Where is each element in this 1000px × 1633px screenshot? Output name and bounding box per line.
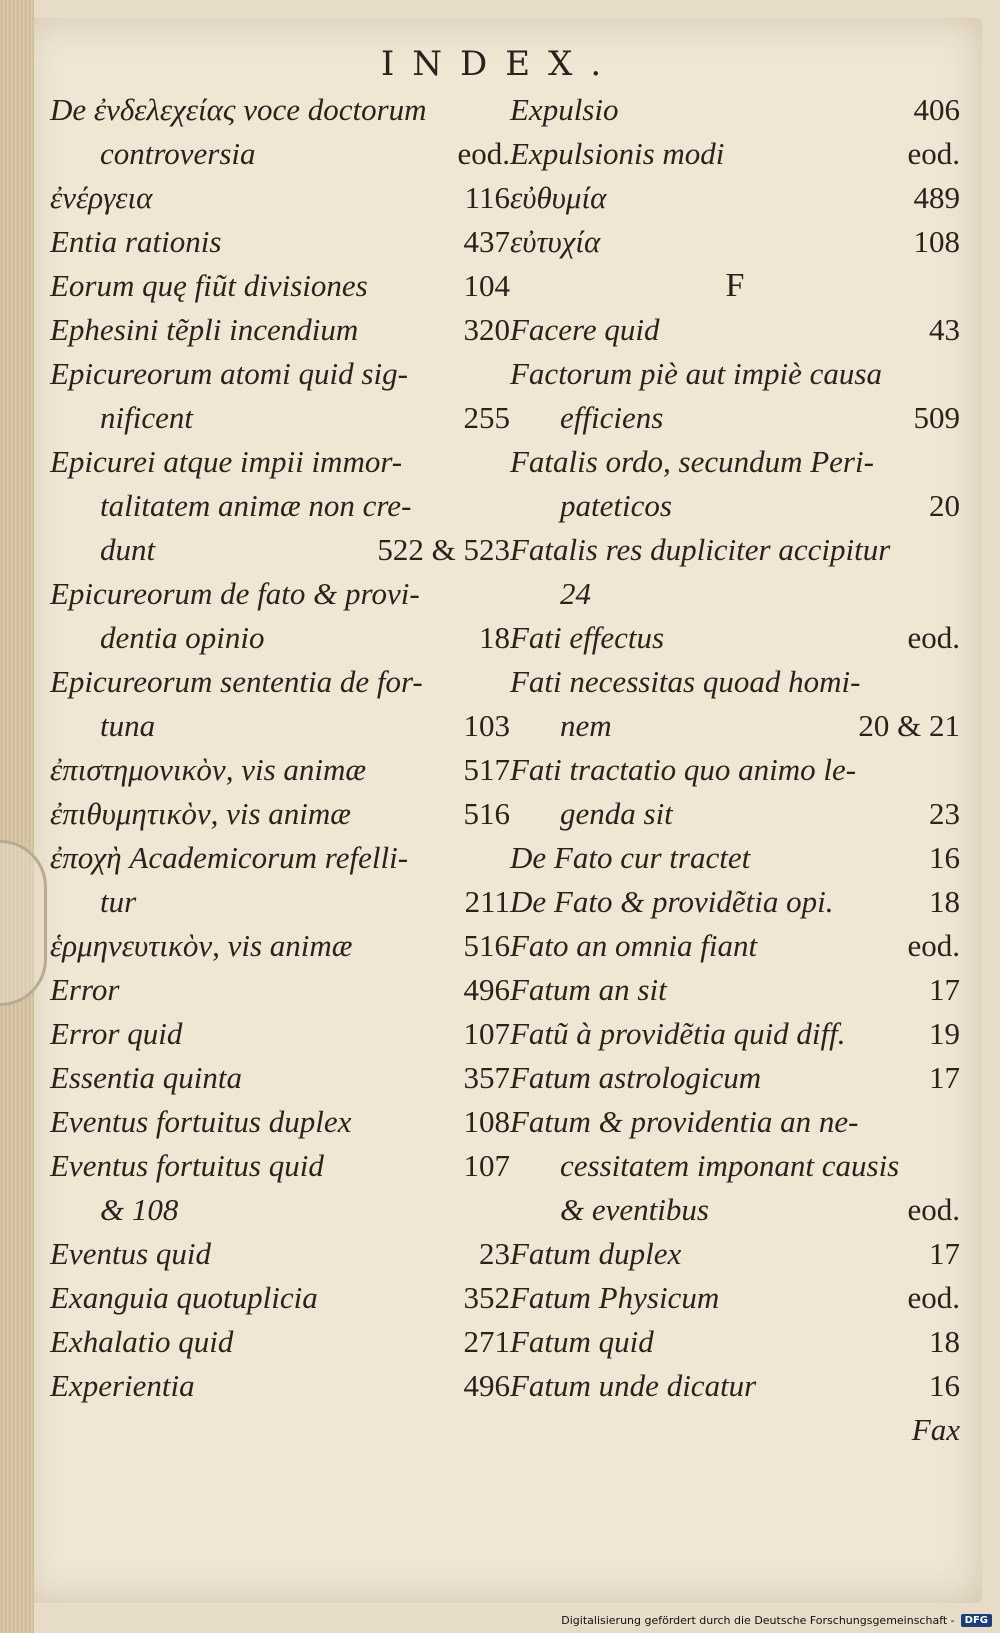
entry-page-ref: 19 — [929, 1016, 960, 1051]
entry-term: 24 — [560, 576, 591, 611]
entry-term: Error quid — [50, 1016, 183, 1051]
entry-term: Expulsionis modi — [510, 136, 725, 171]
entry-page-ref: 17 — [929, 972, 960, 1007]
index-column-left — [50, 88, 510, 1408]
dfg-logo: DFG — [961, 1614, 992, 1627]
index-entry — [510, 1320, 960, 1364]
index-entry — [510, 1276, 960, 1320]
entry-term: & eventibus — [560, 1192, 709, 1227]
entry-page-ref: eod. — [457, 136, 510, 171]
index-entry — [510, 1144, 960, 1188]
index-entry — [50, 880, 510, 924]
entry-page-ref: 516 — [463, 928, 510, 963]
entry-term: De Fato & providẽtia opi. — [510, 884, 834, 919]
entry-page-ref: 103 — [463, 708, 510, 743]
index-entry — [510, 440, 960, 484]
entry-term: Factorum piè aut impiè causa — [510, 356, 882, 391]
entry-page-ref: 271 — [463, 1324, 510, 1359]
entry-term: εὐτυχία — [510, 224, 601, 259]
index-entry — [50, 572, 510, 616]
index-entry — [510, 660, 960, 704]
index-entry — [510, 308, 960, 352]
index-entry — [510, 1012, 960, 1056]
page-edges — [0, 0, 34, 1633]
entry-term: ἑρμηνευτικὸν, vis animæ — [50, 928, 353, 963]
entry-term: Experientia — [50, 1368, 195, 1403]
entry-page-ref: 352 — [463, 1280, 510, 1315]
entry-page-ref: 255 — [463, 400, 510, 435]
index-entry — [50, 528, 510, 572]
entry-page-ref: 496 — [463, 1368, 510, 1403]
entry-term: Fatum duplex — [510, 1236, 682, 1271]
index-entry — [50, 748, 510, 792]
index-entry — [50, 352, 510, 396]
entry-term: Exhalatio quid — [50, 1324, 234, 1359]
entry-term: Eorum quę fiũt divisiones — [50, 268, 368, 303]
index-entry — [50, 924, 510, 968]
entry-term: genda sit — [560, 796, 673, 831]
index-entry — [510, 704, 960, 748]
index-entry — [50, 308, 510, 352]
entry-term: Fati necessitas quoad homi- — [510, 664, 861, 699]
entry-term: cessitatem imponant causis — [560, 1148, 900, 1183]
entry-page-ref: 357 — [463, 1060, 510, 1095]
entry-term: Fatalis ordo, secundum Peri- — [510, 444, 874, 479]
index-entry — [50, 220, 510, 264]
catchword: Fax — [911, 1412, 960, 1447]
entry-term: Epicureorum de fato & provi- — [50, 576, 420, 611]
entry-page-ref: 116 — [464, 180, 510, 215]
entry-page-ref: eod. — [907, 928, 960, 963]
entry-term: Fati effectus — [510, 620, 665, 655]
entry-page-ref: 211 — [464, 884, 510, 919]
index-entry — [50, 88, 510, 132]
index-entry — [50, 132, 510, 176]
entry-page-ref: 108 — [913, 224, 960, 259]
entry-term: dunt — [100, 532, 156, 567]
credit-text: Digitalisierung gefördert durch die Deutsche Forschungsgemeinschaft - — [561, 1614, 955, 1627]
entry-term: & 108 — [100, 1192, 179, 1227]
entry-page-ref: 17 — [929, 1236, 960, 1271]
entry-term: Fatalis res dupliciter accipitur — [510, 532, 891, 567]
entry-term: Epicurei atque impii immor- — [50, 444, 403, 479]
entry-page-ref: eod. — [907, 136, 960, 171]
entry-page-ref: 107 — [463, 1148, 510, 1183]
digitization-credit — [561, 1614, 992, 1627]
entry-term: pateticos — [560, 488, 672, 523]
page-clip — [0, 840, 47, 1006]
entry-term: Fatum Physicum — [510, 1280, 720, 1315]
index-entry — [50, 1056, 510, 1100]
entry-page-ref: 107 — [463, 1016, 510, 1051]
entry-term: talitatem animæ non cre- — [100, 488, 412, 523]
entry-term: nificent — [100, 400, 193, 435]
entry-page-ref: 18 — [929, 1324, 960, 1359]
index-entry — [50, 396, 510, 440]
index-entry — [510, 1100, 960, 1144]
entry-term: Fatum an sit — [510, 972, 667, 1007]
entry-page-ref: 43 — [929, 312, 960, 347]
entry-term: controversia — [100, 136, 256, 171]
index-entry — [510, 572, 960, 616]
index-entry — [510, 132, 960, 176]
index-entry — [510, 528, 960, 572]
entry-page-ref: 20 — [929, 488, 960, 523]
index-entry — [510, 1188, 960, 1232]
entry-term: εὐθυμία — [510, 180, 607, 215]
entry-term: Eventus fortuitus quid — [50, 1148, 324, 1183]
entry-term: Fati tractatio quo animo le- — [510, 752, 857, 787]
index-entry — [50, 1232, 510, 1276]
index-entry — [510, 792, 960, 836]
entry-term: ἐνέργεια — [50, 180, 153, 215]
entry-term: F — [725, 267, 745, 304]
entry-term: Fatum astrologicum — [510, 1060, 762, 1095]
index-entry — [50, 836, 510, 880]
entry-page-ref: 23 — [479, 1236, 510, 1271]
entry-term: De ἐνδελεχείας voce doctorum — [50, 92, 427, 127]
entry-term: ἐπιστημονικὸν, vis animæ — [50, 752, 367, 787]
entry-page-ref: 517 — [463, 752, 510, 787]
index-column-right — [510, 88, 960, 1452]
entry-page-ref: 516 — [463, 796, 510, 831]
entry-term: Essentia quinta — [50, 1060, 243, 1095]
entry-page-ref: 104 — [463, 268, 510, 303]
entry-page-ref: 489 — [913, 180, 960, 215]
index-entry — [510, 968, 960, 1012]
index-entry — [50, 176, 510, 220]
index-entry — [510, 836, 960, 880]
entry-term: Epicureorum sententia de for- — [50, 664, 423, 699]
entry-term: Fatum quid — [510, 1324, 654, 1359]
index-entry — [510, 880, 960, 924]
entry-page-ref: eod. — [907, 620, 960, 655]
entry-page-ref: eod. — [907, 1280, 960, 1315]
index-entry — [50, 440, 510, 484]
index-entry — [510, 1364, 960, 1408]
entry-term: efficiens — [560, 400, 664, 435]
index-entry — [50, 1276, 510, 1320]
index-entry — [50, 704, 510, 748]
index-entry — [50, 616, 510, 660]
entry-page-ref: 522 & 523 — [377, 532, 510, 567]
entry-page-ref: 16 — [929, 1368, 960, 1403]
entry-term: Fatũ à providẽtia quid diff. — [510, 1016, 846, 1051]
entry-term: tur — [100, 884, 137, 919]
index-entry — [50, 1320, 510, 1364]
entry-page-ref: 23 — [929, 796, 960, 831]
entry-term: Fatum unde dicatur — [510, 1368, 757, 1403]
entry-term: Ephesini tẽpli incendium — [50, 312, 359, 347]
entry-term: Fato an omnia fiant — [510, 928, 758, 963]
entry-page-ref: 17 — [929, 1060, 960, 1095]
index-entry — [50, 1144, 510, 1188]
index-entry — [510, 1232, 960, 1276]
index-entry — [510, 176, 960, 220]
index-entry — [50, 1364, 510, 1408]
index-entry — [50, 484, 510, 528]
entry-term: Exanguia quotuplicia — [50, 1280, 318, 1315]
entry-term: ἐπιθυμητικὸν, vis animæ — [50, 796, 351, 831]
entry-term: dentia opinio — [100, 620, 265, 655]
entry-page-ref: 16 — [929, 840, 960, 875]
entry-page-ref: 437 — [463, 224, 510, 259]
index-entry — [510, 1056, 960, 1100]
entry-term: ἐποχὴ Academicorum refelli- — [50, 840, 409, 875]
entry-term: Error — [50, 972, 120, 1007]
index-entry — [50, 264, 510, 308]
running-head: INDEX. — [380, 44, 620, 84]
entry-term: Eventus quid — [50, 1236, 211, 1271]
index-entry — [510, 88, 960, 132]
entry-page-ref: 108 — [463, 1104, 510, 1139]
entry-page-ref: 406 — [913, 92, 960, 127]
entry-term: tuna — [100, 708, 156, 743]
entry-term: Epicureorum atomi quid sig- — [50, 356, 408, 391]
entry-term: nem — [560, 708, 612, 743]
entry-page-ref: 496 — [463, 972, 510, 1007]
index-entry — [510, 924, 960, 968]
index-entry — [510, 220, 960, 264]
index-entry — [510, 616, 960, 660]
index-entry — [510, 748, 960, 792]
index-entry — [50, 660, 510, 704]
entry-term: De Fato cur tractet — [510, 840, 751, 875]
entry-page-ref: 509 — [913, 400, 960, 435]
entry-term: Expulsio — [510, 92, 619, 127]
section-letter — [510, 264, 960, 308]
index-entry — [510, 396, 960, 440]
entry-page-ref: 18 — [929, 884, 960, 919]
index-entry — [510, 352, 960, 396]
index-entry — [50, 1188, 510, 1232]
entry-page-ref: eod. — [907, 1192, 960, 1227]
entry-term: Eventus fortuitus duplex — [50, 1104, 352, 1139]
catchword-row — [510, 1408, 960, 1452]
index-entry — [50, 968, 510, 1012]
entry-term: Facere quid — [510, 312, 660, 347]
entry-term: Entia rationis — [50, 224, 222, 259]
entry-page-ref: 18 — [479, 620, 510, 655]
entry-page-ref: 320 — [463, 312, 510, 347]
index-entry — [50, 1012, 510, 1056]
index-entry — [50, 1100, 510, 1144]
entry-page-ref: 20 & 21 — [858, 708, 960, 743]
index-entry — [510, 484, 960, 528]
entry-term: Fatum & providentia an ne- — [510, 1104, 859, 1139]
index-entry — [50, 792, 510, 836]
